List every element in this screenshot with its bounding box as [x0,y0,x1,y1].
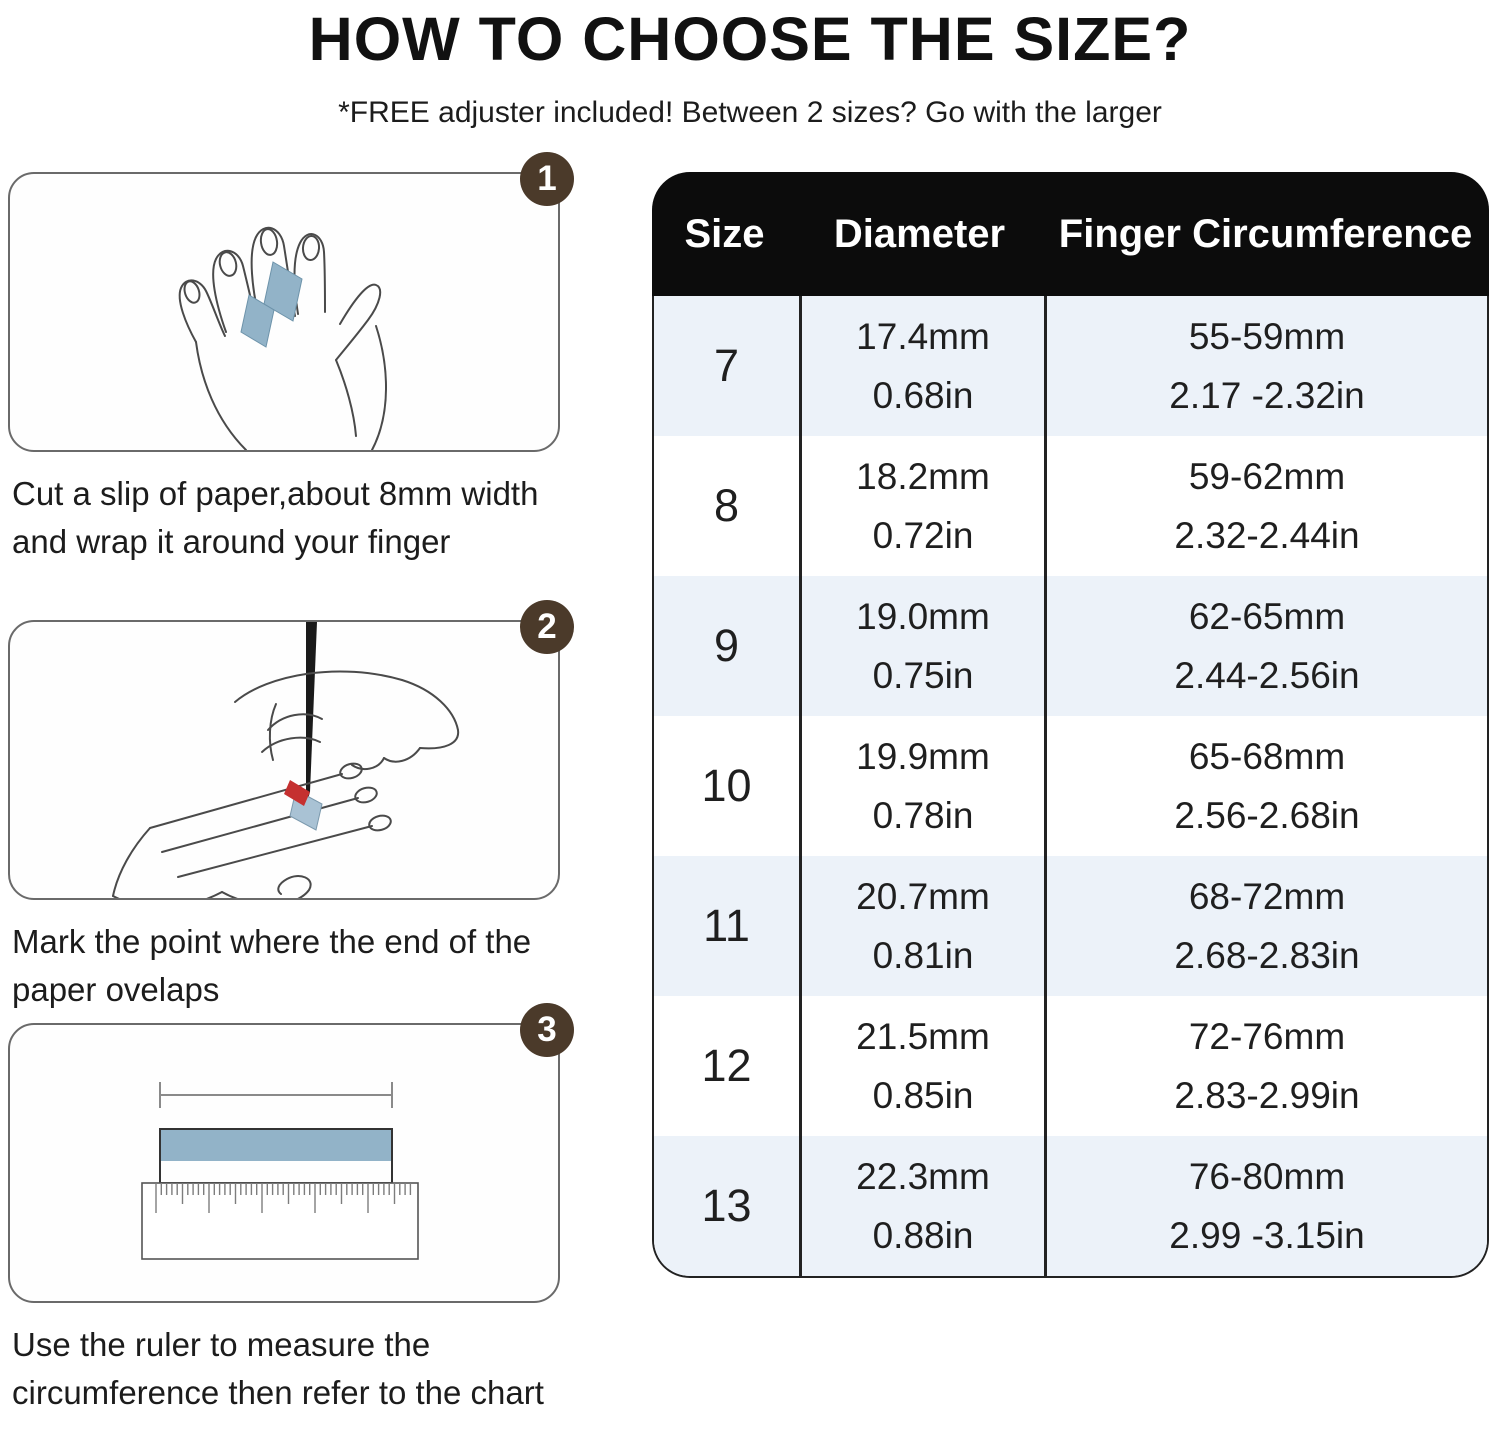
size-value: 9 [713,620,740,671]
diameter-mm: 22.3mm [856,1155,990,1197]
circumference-in: 2.83-2.99in [1174,1074,1360,1116]
circumference-value [1044,856,1487,996]
circumference-in: 2.32-2.44in [1174,514,1360,556]
step-3-caption: Use the ruler to measure the circumference then refer to the chart [12,1326,544,1412]
diameter-in: 0.88in [872,1214,974,1256]
table-header-circumference: Finger Circumference [1058,211,1473,256]
page-title: HOW TO CHOOSE THE SIZE? [308,5,1192,73]
circumference-mm: 65-68mm [1188,735,1346,777]
table-row [654,1136,1487,1276]
circumference-value [1044,296,1487,436]
content [0,159,1500,1417]
diameter-value [799,716,1044,856]
circumference-mm: 72-76mm [1188,1015,1346,1057]
overlap-mark-icon [284,780,322,830]
diameter-value [799,296,1044,436]
circumference-value [1044,436,1487,576]
circumference-in: 2.68-2.83in [1174,934,1360,976]
page-subtitle: *FREE adjuster included! Between 2 sizes? Go with the larger [338,96,1162,129]
diameter-in: 0.78in [872,794,974,836]
circumference-value [1044,716,1487,856]
diameter-in: 0.68in [872,374,974,416]
circumference-value [1044,996,1487,1136]
circumference-mm: 68-72mm [1188,875,1346,917]
circumference-in: 2.56-2.68in [1174,794,1360,836]
diameter-in: 0.85in [872,1074,974,1116]
table-row [654,716,1487,856]
diameter-in: 0.72in [872,514,974,556]
step-3-badge: 3 [520,1003,574,1057]
diameter-value [799,576,1044,716]
diameter-in: 0.81in [872,934,974,976]
table-header-diameter: Diameter [833,211,1006,256]
table-row [654,576,1487,716]
size-value: 7 [713,340,740,391]
size-value: 8 [713,480,740,531]
step-1-caption: Cut a slip of paper,about 8mm width and wrap it around your finger [12,475,539,560]
diameter-mm: 20.7mm [856,875,990,917]
step-1-panel [8,159,560,452]
diameter-value [799,436,1044,576]
step-1-badge: 1 [520,152,574,206]
size-value: 11 [703,900,750,951]
marking-with-pencil-illustration [10,622,558,898]
circumference-in: 2.99 -3.15in [1169,1214,1365,1256]
step-2-badge: 2 [520,600,574,654]
diameter-value [799,856,1044,996]
paper-strip-icon [160,1129,392,1183]
table-row [654,296,1487,436]
table-body [652,296,1489,1278]
step-2 [8,606,560,1014]
step-1 [8,159,560,566]
circumference-value [1044,576,1487,716]
diameter-mm: 19.0mm [856,595,990,637]
ruler-measurement-illustration [10,1025,558,1301]
table-row [654,856,1487,996]
diameter-in: 0.75in [872,654,974,696]
size-value: 10 [701,760,752,811]
circumference-value [1044,1136,1487,1276]
step-2-caption: Mark the point where the end of the paper ovelaps [12,922,532,1008]
paper-strip-icon [241,262,302,347]
step-2-panel [8,606,560,900]
circumference-in: 2.17 -2.32in [1169,374,1365,416]
table-row [654,996,1487,1136]
table-row [654,436,1487,576]
diameter-value [799,1136,1044,1276]
circumference-mm: 62-65mm [1188,595,1346,637]
circumference-mm: 55-59mm [1188,315,1346,357]
hand-with-paper-strip-illustration [10,174,558,450]
size-table [652,172,1489,1417]
diameter-mm: 18.2mm [856,455,990,497]
table-header-size: Size [684,211,765,256]
table-header-row [652,172,1489,296]
step-3-panel [8,1010,560,1303]
circumference-mm: 59-62mm [1188,455,1346,497]
diameter-mm: 19.9mm [856,735,990,777]
circumference-mm: 76-80mm [1188,1155,1346,1197]
ruler-icon [142,1183,418,1259]
diameter-value [799,996,1044,1136]
size-value: 12 [701,1040,752,1091]
size-value: 13 [701,1180,752,1231]
circumference-in: 2.44-2.56in [1174,654,1360,696]
steps-column [8,159,560,1417]
diameter-mm: 17.4mm [856,315,990,357]
diameter-mm: 21.5mm [856,1015,990,1057]
measure-line-icon [160,1082,392,1108]
step-3 [8,1010,560,1417]
